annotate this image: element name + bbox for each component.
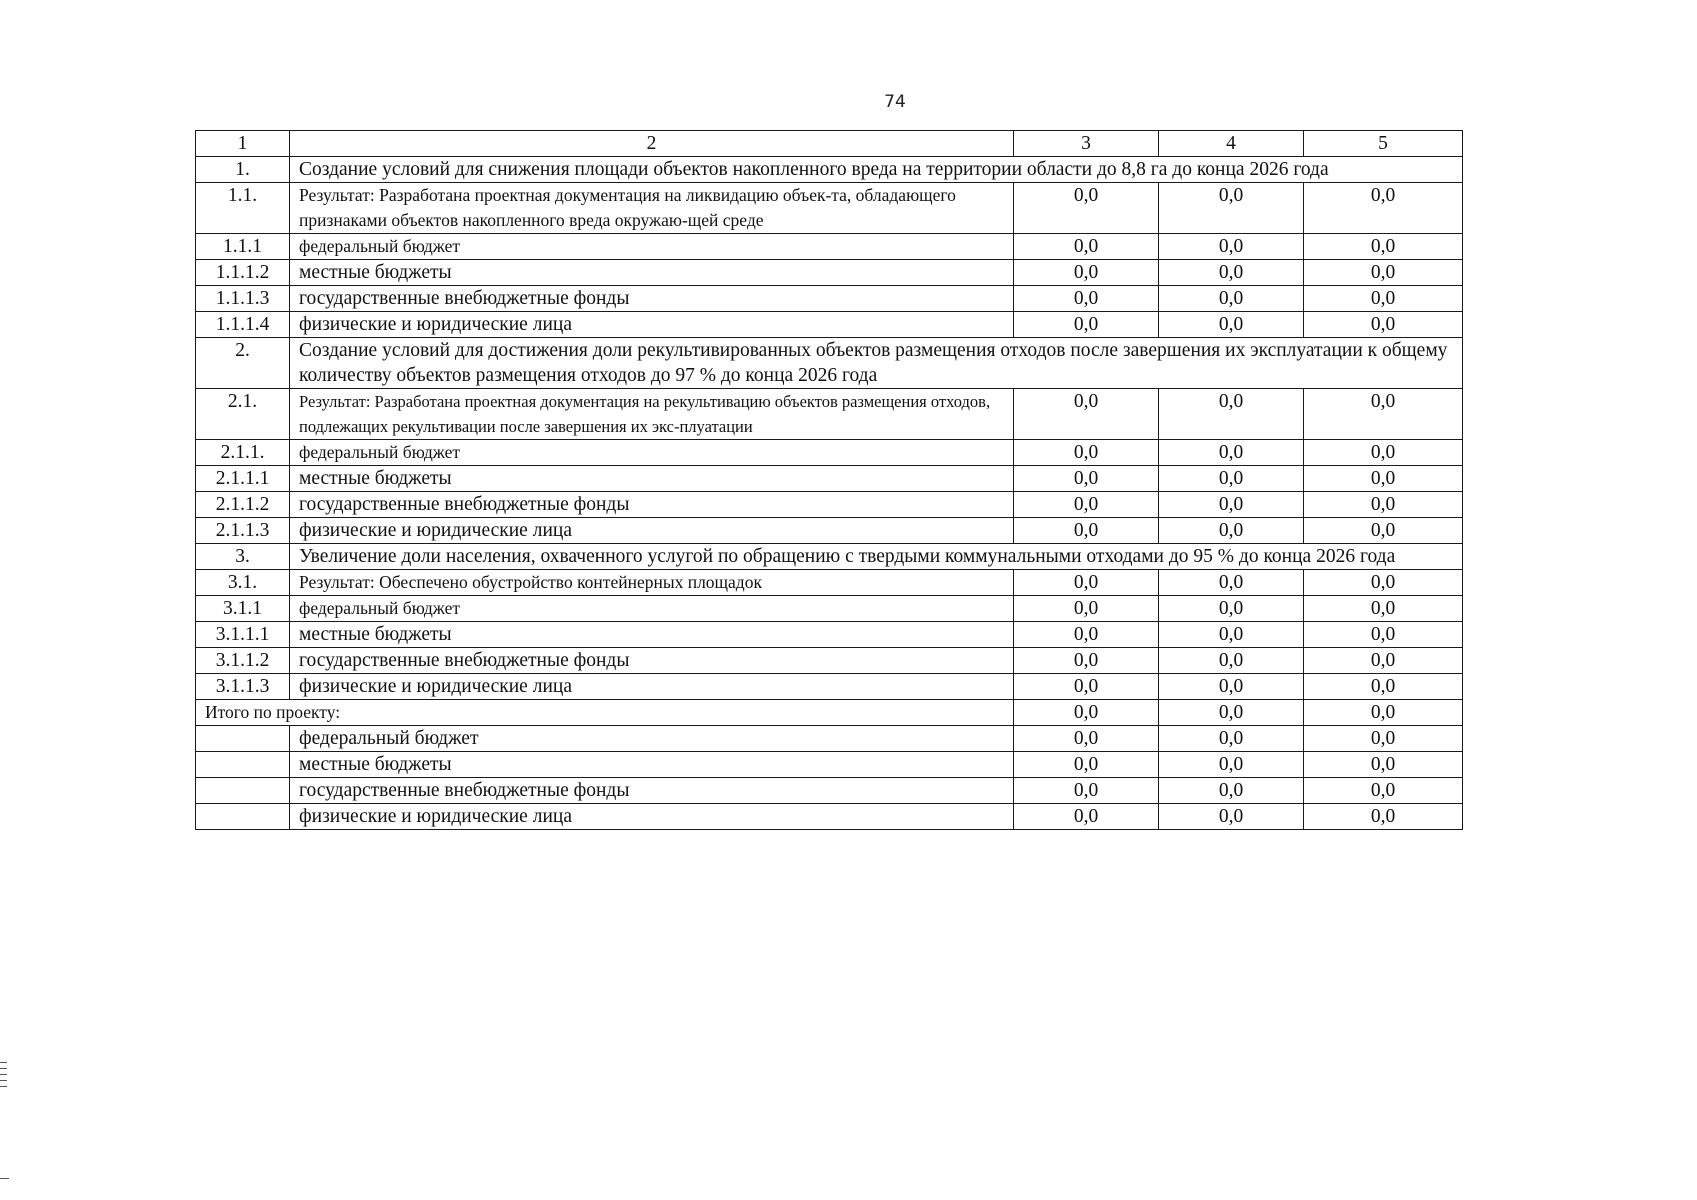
value-col-4: 0,0 [1159, 518, 1304, 544]
value-col-4: 0,0 [1159, 234, 1304, 260]
total-breakdown-row [196, 778, 1463, 804]
header-cell-4: 4 [1159, 131, 1304, 157]
row-description: федеральный бюджет [290, 234, 1014, 260]
row-number: 1.1. [196, 183, 290, 234]
value-col-3: 0,0 [1014, 183, 1159, 234]
value-col-5: 0,0 [1304, 778, 1463, 804]
header-cell-3: 3 [1014, 131, 1159, 157]
total-value-col-4: 0,0 [1159, 700, 1304, 726]
row-number: 2.1.1.1 [196, 466, 290, 492]
value-col-3: 0,0 [1014, 466, 1159, 492]
empty-number-cell [196, 778, 290, 804]
value-col-4: 0,0 [1159, 778, 1304, 804]
value-col-3: 0,0 [1014, 648, 1159, 674]
value-col-3: 0,0 [1014, 622, 1159, 648]
table-row [196, 596, 1463, 622]
header-row [196, 131, 1463, 157]
row-number: 2.1. [196, 389, 290, 440]
row-description: физические и юридические лица [290, 674, 1014, 700]
header-cell-2: 2 [290, 131, 1014, 157]
table-row [196, 440, 1463, 466]
value-col-5: 0,0 [1304, 260, 1463, 286]
value-col-5: 0,0 [1304, 492, 1463, 518]
row-number: 1.1.1.2 [196, 260, 290, 286]
row-number: 2.1.1.2 [196, 492, 290, 518]
value-col-4: 0,0 [1159, 622, 1304, 648]
row-description: Результат: Обеспечено обустройство контейнерных площадок [290, 570, 1014, 596]
value-col-5: 0,0 [1304, 596, 1463, 622]
row-description: государственные внебюджетные фонды [290, 286, 1014, 312]
value-col-4: 0,0 [1159, 570, 1304, 596]
value-col-3: 0,0 [1014, 570, 1159, 596]
value-col-4: 0,0 [1159, 440, 1304, 466]
value-col-3: 0,0 [1014, 804, 1159, 830]
result-row [196, 389, 1463, 440]
value-col-5: 0,0 [1304, 648, 1463, 674]
row-number: 1.1.1.4 [196, 312, 290, 338]
total-value-col-5: 0,0 [1304, 700, 1463, 726]
table-row [196, 622, 1463, 648]
value-col-3: 0,0 [1014, 674, 1159, 700]
value-col-3: 0,0 [1014, 312, 1159, 338]
row-number: 3.1.1 [196, 596, 290, 622]
value-col-5: 0,0 [1304, 622, 1463, 648]
value-col-4: 0,0 [1159, 183, 1304, 234]
row-number: 3.1.1.2 [196, 648, 290, 674]
total-label: Итого по проекту: [196, 700, 1014, 726]
empty-number-cell [196, 726, 290, 752]
value-col-3: 0,0 [1014, 286, 1159, 312]
value-col-4: 0,0 [1159, 286, 1304, 312]
row-description: местные бюджеты [290, 622, 1014, 648]
row-number: 2.1.1. [196, 440, 290, 466]
value-col-5: 0,0 [1304, 726, 1463, 752]
row-description: государственные внебюджетные фонды [290, 778, 1014, 804]
budget-table [195, 130, 1463, 830]
value-col-4: 0,0 [1159, 726, 1304, 752]
value-col-3: 0,0 [1014, 596, 1159, 622]
value-col-3: 0,0 [1014, 752, 1159, 778]
value-col-5: 0,0 [1304, 570, 1463, 596]
row-number: 2. [196, 338, 290, 389]
value-col-4: 0,0 [1159, 312, 1304, 338]
table-row [196, 260, 1463, 286]
value-col-5: 0,0 [1304, 312, 1463, 338]
row-description: государственные внебюджетные фонды [290, 492, 1014, 518]
value-col-5: 0,0 [1304, 466, 1463, 492]
value-col-4: 0,0 [1159, 648, 1304, 674]
value-col-4: 0,0 [1159, 492, 1304, 518]
value-col-4: 0,0 [1159, 596, 1304, 622]
scan-edge-marks [0, 1062, 8, 1092]
table-row [196, 648, 1463, 674]
row-description: Результат: Разработана проектная документация на ликвидацию объек-та, обладающего признаками объектов накопленного вреда окружаю-щей среде [290, 183, 1014, 234]
value-col-4: 0,0 [1159, 674, 1304, 700]
row-description: местные бюджеты [290, 466, 1014, 492]
value-col-5: 0,0 [1304, 752, 1463, 778]
section-row [196, 157, 1463, 183]
row-description: федеральный бюджет [290, 726, 1014, 752]
row-number: 3.1.1.1 [196, 622, 290, 648]
section-row [196, 338, 1463, 389]
row-description: физические и юридические лица [290, 518, 1014, 544]
value-col-5: 0,0 [1304, 804, 1463, 830]
table-row [196, 570, 1463, 596]
value-col-5: 0,0 [1304, 286, 1463, 312]
value-col-3: 0,0 [1014, 778, 1159, 804]
section-row [196, 544, 1463, 570]
row-description: государственные внебюджетные фонды [290, 648, 1014, 674]
section-title: Создание условий для достижения доли рекультивированных объектов размещения отходов после завершения их эксплуатации к общему количеству объектов размещения отходов до 97 % до конца 2026 года [290, 338, 1463, 389]
total-breakdown-row [196, 752, 1463, 778]
header-cell-1: 1 [196, 131, 290, 157]
value-col-4: 0,0 [1159, 804, 1304, 830]
table-row [196, 234, 1463, 260]
scan-edge-dash [0, 1178, 9, 1179]
value-col-3: 0,0 [1014, 492, 1159, 518]
table-row [196, 674, 1463, 700]
value-col-5: 0,0 [1304, 389, 1463, 440]
value-col-3: 0,0 [1014, 518, 1159, 544]
value-col-3: 0,0 [1014, 234, 1159, 260]
value-col-4: 0,0 [1159, 752, 1304, 778]
row-description: местные бюджеты [290, 752, 1014, 778]
row-description: федеральный бюджет [290, 596, 1014, 622]
empty-number-cell [196, 752, 290, 778]
value-col-4: 0,0 [1159, 260, 1304, 286]
row-number: 1.1.1.3 [196, 286, 290, 312]
row-number: 1. [196, 157, 290, 183]
value-col-3: 0,0 [1014, 260, 1159, 286]
value-col-5: 0,0 [1304, 234, 1463, 260]
table-row [196, 286, 1463, 312]
table-row [196, 492, 1463, 518]
page-number: 74 [884, 92, 906, 112]
row-number: 2.1.1.3 [196, 518, 290, 544]
budget-table-body [196, 131, 1463, 830]
row-description: местные бюджеты [290, 260, 1014, 286]
value-col-4: 0,0 [1159, 389, 1304, 440]
value-col-5: 0,0 [1304, 183, 1463, 234]
table-row [196, 518, 1463, 544]
total-row [196, 700, 1463, 726]
row-description: Результат: Разработана проектная документация на рекультивацию объектов размещения отходов, подлежащих рекультивации после завершения их экс-плуатации [290, 389, 1014, 440]
total-breakdown-row [196, 726, 1463, 752]
row-number: 1.1.1 [196, 234, 290, 260]
value-col-5: 0,0 [1304, 440, 1463, 466]
row-number: 3.1.1.3 [196, 674, 290, 700]
total-value-col-3: 0,0 [1014, 700, 1159, 726]
value-col-5: 0,0 [1304, 674, 1463, 700]
row-description: физические и юридические лица [290, 804, 1014, 830]
row-number: 3.1. [196, 570, 290, 596]
section-title: Создание условий для снижения площади объектов накопленного вреда на территории области до 8,8 га до конца 2026 года [290, 157, 1463, 183]
row-number: 3. [196, 544, 290, 570]
result-row [196, 183, 1463, 234]
row-description: федеральный бюджет [290, 440, 1014, 466]
value-col-3: 0,0 [1014, 440, 1159, 466]
row-description: физические и юридические лица [290, 312, 1014, 338]
empty-number-cell [196, 804, 290, 830]
section-title: Увеличение доли населения, охваченного услугой по обращению с твердыми коммунальными отходами до 95 % до конца 2026 года [290, 544, 1463, 570]
table-row [196, 466, 1463, 492]
value-col-5: 0,0 [1304, 518, 1463, 544]
total-breakdown-row [196, 804, 1463, 830]
header-cell-5: 5 [1304, 131, 1463, 157]
value-col-4: 0,0 [1159, 466, 1304, 492]
table-row [196, 312, 1463, 338]
value-col-3: 0,0 [1014, 726, 1159, 752]
value-col-3: 0,0 [1014, 389, 1159, 440]
